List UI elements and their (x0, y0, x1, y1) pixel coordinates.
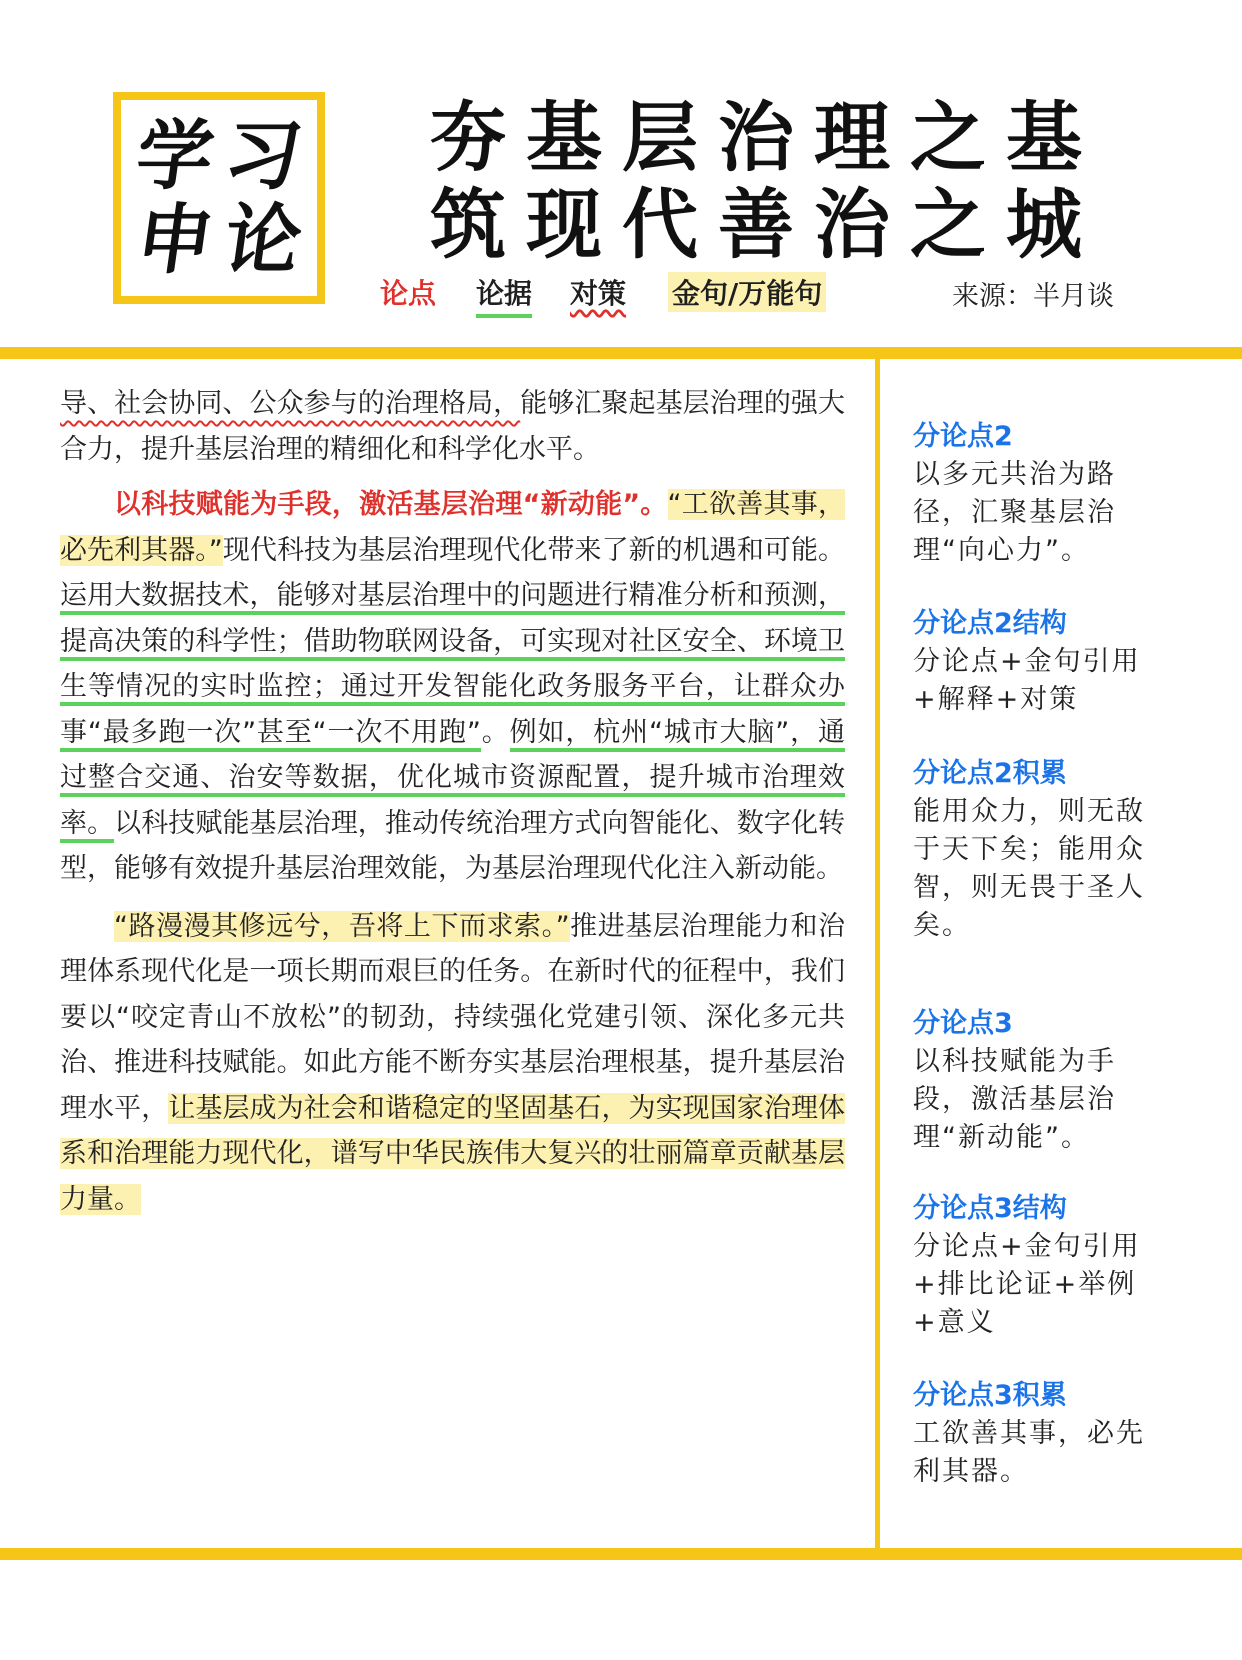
sidebar-body: 能用众力，则无敌于天下矣；能用众智，则无畏于圣人矣。 (913, 796, 1145, 941)
body-text: 以科技赋能基层治理，推动传统治理方式向智能化、数字化转型，能够有效提升基层治理效能，为基层治理现代化注入新动能。 (60, 807, 846, 884)
legend-measure: 对策 (570, 277, 627, 310)
quote-text: “路漫漫其修远兮，吾将上下而求索。” (114, 910, 570, 942)
column-divider (875, 359, 880, 1548)
body-text: 推进基层治理能力和治理体系现代化是一项长期而艰巨的任务。在新时代的征程中，我们要以“咬定青山不放松”的韧劲，持续强化党建引领、深化多元共治、推进科技赋能。如此方能不断夯实基层治理根基，提升基层治理水平， (60, 910, 846, 1124)
legend-quote: 金句/万能句 (668, 272, 826, 312)
bottom-divider (0, 1548, 1242, 1560)
paragraph-2 (60, 482, 845, 892)
paragraph-3 (60, 904, 845, 1223)
quote-text: “工欲善其事，必先利其器。” (60, 489, 845, 566)
sidebar-heading: 分论点2 (913, 421, 1013, 452)
paragraph-1 (60, 381, 845, 472)
legend-point: 论点 (380, 277, 437, 310)
evidence-text: 运用大数据技术，能够对基层治理中的问题进行精准分析和预测，提高决策的科学性；借助物联网设备，可实现对社区安全、环境卫生等情况的实时监控；通过开发智能化政务服务平台，让群众办事“最多跑一次”甚至“一次不用跑” (60, 580, 845, 752)
sidebar-body: 以科技赋能为手段，激活基层治理“新动能”。 (913, 1046, 1116, 1153)
quote-text: 让基层成为社会和谐稳定的坚固基石，为实现国家治理体系和治理能力现代化，谱写中华民族伟大复兴的壮丽篇章贡献基层力量。 (60, 1092, 846, 1215)
sidebar-heading: 分论点2积累 (913, 758, 1067, 789)
body-text: 现代科技为基层治理现代化带来了新的机遇和可能。 (222, 534, 846, 566)
sidebar-note (913, 755, 1156, 945)
sidebar-note (913, 1190, 1156, 1342)
measure-text: 导、社会协同、公众参与的治理格局， (60, 388, 521, 419)
logo-char: 论 (218, 195, 308, 284)
sidebar-body: 工欲善其事，必先利其器。 (913, 1418, 1145, 1487)
source-label: 来源：半月谈 (952, 281, 1114, 312)
page-title-line2: 筑现代善治之城 (430, 180, 1102, 269)
sidebar-body: 分论点+金句引用+排比论证+举例+意义 (913, 1231, 1141, 1338)
logo-char: 学 (130, 111, 220, 200)
sidebar-body: 以多元共治为路径，汇聚基层治理“向心力”。 (913, 459, 1116, 566)
sidebar-note (913, 1377, 1156, 1491)
sidebar-heading: 分论点3结构 (913, 1193, 1067, 1224)
article-body (60, 381, 845, 1222)
sidebar-body: 分论点+金句引用+解释+对策 (913, 646, 1141, 715)
top-divider (0, 347, 1242, 359)
sidebar-note (913, 418, 1156, 570)
point-text: 以科技赋能为手段，激活基层治理“新动能”。 (114, 489, 668, 520)
logo-char: 习 (218, 111, 308, 200)
page-title-line1: 夯基层治理之基 (430, 93, 1102, 182)
sidebar-heading: 分论点3积累 (913, 1380, 1067, 1411)
sidebar-note (913, 1005, 1156, 1157)
sidebar-heading: 分论点2结构 (913, 608, 1067, 639)
body-text: 能够汇聚起基层治理的强大合力，提升基层治理的精细化和科学化水平。 (60, 388, 846, 465)
body-text: 。 (480, 716, 510, 748)
evidence-text: 例如，杭州“城市大脑”，通过整合交通、治安等数据，优化城市资源配置，提升城市治理效率。 (60, 717, 845, 843)
logo-char: 申 (130, 195, 220, 284)
sidebar-note (913, 605, 1156, 719)
sidebar-heading: 分论点3 (913, 1008, 1013, 1039)
legend-evidence: 论据 (476, 272, 532, 318)
